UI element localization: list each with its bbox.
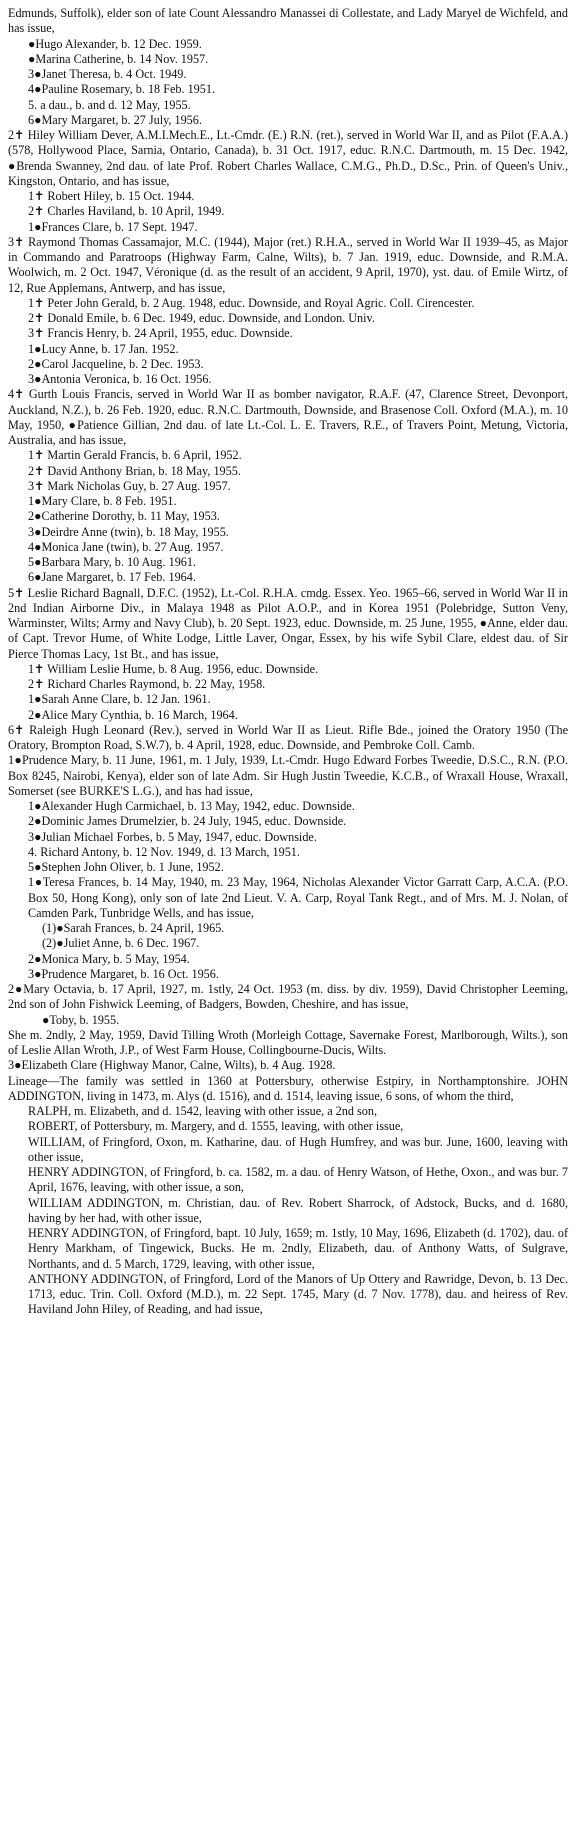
genealogy-entry: RALPH, m. Elizabeth, and d. 1542, leaving with other issue, a 2nd son,	[28, 1104, 377, 1118]
genealogy-entry: 3●Elizabeth Clare (Highway Manor, Calne, Wilts), b. 4 Aug. 1928.	[8, 1058, 336, 1073]
genealogy-entry: (1)●Sarah Frances, b. 24 April, 1965.	[42, 921, 225, 935]
genealogy-entry: She m. 2ndly, 2 May, 1959, David Tilling Wroth (Morleigh Cottage, Savernake Forest, Marlborough, Wilts.), son of Leslie Allan Wroth, J.P., of West Farm House, Collingbourne-Ducis, Wilts.	[8, 1027, 568, 1057]
genealogy-entry: HENRY ADDINGTON, of Fringford, bapt. 10 July, 1659; m. 1stly, 10 May, 1696, Elizabeth (d. 1702), dau. of Henry Markham, of Tingewick, Bucks. He m. 2ndly, Elizabeth, dau. of Anthony Watts, of Sulgrave, Northants, and d. 5 March, 1729, leaving, with other issue,	[28, 1226, 568, 1271]
genealogy-entry: ●Marina Catherine, b. 14 Nov. 1957.	[28, 51, 209, 66]
genealogy-entry: 1✝ William Leslie Hume, b. 8 Aug. 1956, educ. Downside.	[28, 661, 319, 676]
genealogy-entry: 2✝ Charles Haviland, b. 10 April, 1949.	[28, 204, 225, 219]
genealogy-entry: 1●Sarah Anne Clare, b. 12 Jan. 1961.	[28, 692, 211, 707]
genealogy-entry: 1●Teresa Frances, b. 14 May, 1940, m. 23 May, 1964, Nicholas Alexander Victor Garratt Carp, A.C.A. (P.O. Box 50, Hong Kong), only son of late 2nd Lieut. V. A. Carp, Royal Tank Regt., and of Mrs. M. J. Nolan, of Camden Park, Tunbridge Wells, and has issue,	[28, 875, 568, 920]
genealogy-entry: 5●Stephen John Oliver, b. 1 June, 1952.	[28, 860, 224, 874]
genealogy-entry: 3✝ Raymond Thomas Cassamajor, M.C. (1944), Major (ret.) R.H.A., served in World War II 1939–45, as Major in Commando and Paratroops (Highway Farm, Calne, Wilts), b. 7 Jan. 1919, educ. Downside, and R.M.A. Woolwich, m. 2 Oct. 1947, Véronique (d. as the result of an accident, 9 April, 1970), yst. dau. of Emile Wirtz, of 12, Rue Applemans, Antwerp, and has issue,	[8, 234, 568, 295]
genealogy-entry: 2●Monica Mary, b. 5 May, 1954.	[28, 951, 190, 966]
genealogy-entry: 2✝ Richard Charles Raymond, b. 22 May, 1958.	[28, 677, 266, 691]
genealogy-entry: (2)●Juliet Anne, b. 6 Dec. 1967.	[42, 936, 200, 951]
genealogy-entry: 4✝ Gurth Louis Francis, served in World War II as bomber navigator, R.A.F. (47, Clarence Street, Devonport, Auckland, N.Z.), b. 26 Feb. 1920, educ. R.N.C. Dartmouth, Downside, and Brasenose Coll. Oxford (M.A.), m. 10 May, 1950, ●Patience Gillian, 2nd dau. of late Lt.-Col. L. E. Travers, R.E., of Travers Point, Metung, Victoria, Australia, and has issue,	[8, 387, 568, 447]
genealogy-entry: 6●Mary Margaret, b. 27 July, 1956.	[28, 112, 202, 127]
genealogy-entry: 1●Frances Clare, b. 17 Sept. 1947.	[28, 219, 198, 234]
genealogy-entry: 3●Janet Theresa, b. 4 Oct. 1949.	[28, 67, 187, 81]
genealogy-entry: ANTHONY ADDINGTON, of Fringford, Lord of the Manors of Up Ottery and Rawridge, Devon, b. 13 Dec. 1713, educ. Trin. Coll. Oxford (M.D.), m. 22 Sept. 1745, Mary (d. 7 Nov. 1778), dau. and heiress of Rev. Haviland John Hiley, of Reading, and had issue,	[28, 1271, 568, 1317]
genealogy-entry: ●Toby, b. 1955.	[42, 1012, 120, 1027]
genealogy-entry: Edmunds, Suffolk), elder son of late Count Alessandro Manassei di Collestate, and Lady Maryel de Wichfeld, and has issue,	[8, 6, 568, 36]
genealogy-entry: 6●Jane Margaret, b. 17 Feb. 1964.	[28, 570, 196, 585]
genealogy-entry: 4. Richard Antony, b. 12 Nov. 1949, d. 13 March, 1951.	[28, 844, 300, 859]
genealogy-entry: 2●Alice Mary Cynthia, b. 16 March, 1964.	[28, 707, 238, 722]
genealogy-entry: 5✝ Leslie Richard Bagnall, D.F.C. (1952), Lt.-Col. R.H.A. cmdg. Essex. Yeo. 1965–66, served in World War II in 2nd Indian Airborne Div., in Malaya 1948 as Pilot A.O.P., and in Korea 1951 (Polebridge, Sutton Veny, Warminster, Wilts; Army and Navy Club), b. 20 Sept. 1923, educ. Downside, m. 25 June, 1955, ●Anne, elder dau. of Capt. Trevor Hume, of White Lodge, Little Laver, Ongar, Essex, by his wife Sybil Clare, eldest dau. of Sir Pierce Thomas Lacy, 1st Bt., and has issue,	[8, 585, 568, 661]
genealogy-entry: 3●Julian Michael Forbes, b. 5 May, 1947, educ. Downside.	[28, 829, 317, 844]
genealogy-entry: 3✝ Mark Nicholas Guy, b. 27 Aug. 1957.	[28, 478, 231, 493]
genealogy-entry: 1●Alexander Hugh Carmichael, b. 13 May, 1942, educ. Downside.	[28, 799, 355, 813]
genealogy-entry: 1●Prudence Mary, b. 11 June, 1961, m. 1 July, 1939, Lt.-Cmdr. Hugo Edward Forbes Tweedie, D.S.C., R.N. (P.O. Box 8245, Nairobi, Kenya), elder son of late Adm. Sir Hugh Justin Tweedie, K.C.B., of Wraxall House, Wraxall, Somerset (see BURKE'S L.G.), and has had issue,	[8, 753, 568, 798]
genealogy-entry: 3✝ Francis Henry, b. 24 April, 1955, educ. Downside.	[28, 326, 293, 341]
genealogy-entry: 6✝ Raleigh Hugh Leonard (Rev.), served in World War II as Lieut. Rifle Bde., joined the Oratory 1950 (The Oratory, Brompton Road, S.W.7), b. 4 April, 1928, educ. Downside, and Pembroke Coll. Camb.	[8, 722, 568, 752]
genealogy-entry: 2✝ Hiley William Dever, A.M.I.Mech.E., Lt.-Cmdr. (E.) R.N. (ret.), served in World War II, and as Pilot (F.A.A.) (578, Hollywood Place, Sarnia, Ontario, Canada), b. 31 Oct. 1917, educ. R.N.C. Dartmouth, m. 15 Dec. 1942, ●Brenda Swanney, 2nd dau. of late Prof. Robert Charles Wallace, C.M.G., Ph.D., D.Sc., Prin. of Queen's Univ., Kingston, Ontario, and has issue,	[8, 128, 568, 188]
genealogy-entry: 1●Mary Clare, b. 8 Feb. 1951.	[28, 494, 177, 508]
genealogy-entry: WILLIAM, of Fringford, Oxon, m. Katharine, dau. of Hugh Humfrey, and was bur. June, 1600, leaving with other issue,	[28, 1134, 568, 1164]
genealogy-entry: 2●Mary Octavia, b. 17 April, 1927, m. 1stly, 24 Oct. 1953 (m. diss. by div. 1959), David Christopher Leeming, 2nd son of John Fishwick Leeming, of Badgers, Bowden, Cheshire, and has issue,	[8, 982, 568, 1012]
genealogy-entry: ROBERT, of Pottersbury, m. Margery, and d. 1555, leaving, with other issue,	[28, 1119, 404, 1134]
genealogy-entry: 2✝ David Anthony Brian, b. 18 May, 1955.	[28, 463, 241, 478]
genealogy-entry: 1●Lucy Anne, b. 17 Jan. 1952.	[28, 341, 179, 356]
genealogy-entry: Lineage—The family was settled in 1360 at Pottersbury, otherwise Estpiry, in Northamptonshire. JOHN ADDINGTON, living in 1473, m. Alys (d. 1516), and d. 1514, leaving issue, 6 sons, of whom the third,	[8, 1073, 568, 1103]
genealogy-entry: ●Hugo Alexander, b. 12 Dec. 1959.	[28, 36, 202, 51]
genealogy-entry: 4●Monica Jane (twin), b. 27 Aug. 1957.	[28, 539, 224, 554]
genealogy-entry: 2●Catherine Dorothy, b. 11 May, 1953.	[28, 509, 220, 524]
genealogy-entry: 2●Dominic James Drumelzier, b. 24 July, 1945, educ. Downside.	[28, 814, 347, 829]
genealogy-entry: 1✝ Robert Hiley, b. 15 Oct. 1944.	[28, 189, 195, 203]
genealogy-entry: 5●Barbara Mary, b. 10 Aug. 1961.	[28, 555, 197, 569]
genealogy-entry: 1✝ Martin Gerald Francis, b. 6 April, 1952.	[28, 448, 242, 463]
genealogy-entry: WILLIAM ADDINGTON, m. Christian, dau. of Rev. Robert Sharrock, of Adstock, Bucks, and d. 1680, having by her had, with other issue,	[28, 1195, 568, 1225]
genealogy-entry: 2✝ Donald Emile, b. 6 Dec. 1949, educ. Downside, and London. Univ.	[28, 311, 375, 325]
genealogy-entry: 5. a dau., b. and d. 12 May, 1955.	[28, 97, 191, 112]
genealogy-entry: 3●Deirdre Anne (twin), b. 18 May, 1955.	[28, 524, 229, 539]
genealogy-entry: 3●Prudence Margaret, b. 16 Oct. 1956.	[28, 966, 219, 981]
genealogy-entry: 3●Antonia Veronica, b. 16 Oct. 1956.	[28, 372, 212, 386]
genealogy-entry: 4●Pauline Rosemary, b. 18 Feb. 1951.	[28, 82, 215, 97]
genealogy-entry: 2●Carol Jacqueline, b. 2 Dec. 1953.	[28, 356, 204, 371]
genealogy-entry: 1✝ Peter John Gerald, b. 2 Aug. 1948, educ. Downside, and Royal Agric. Coll. Cirencester.	[28, 295, 475, 310]
genealogy-entry: HENRY ADDINGTON, of Fringford, b. ca. 1582, m. a dau. of Henry Watson, of Hethe, Oxon., and was bur. 7 April, 1676, leaving, with other issue, a son,	[28, 1165, 568, 1195]
